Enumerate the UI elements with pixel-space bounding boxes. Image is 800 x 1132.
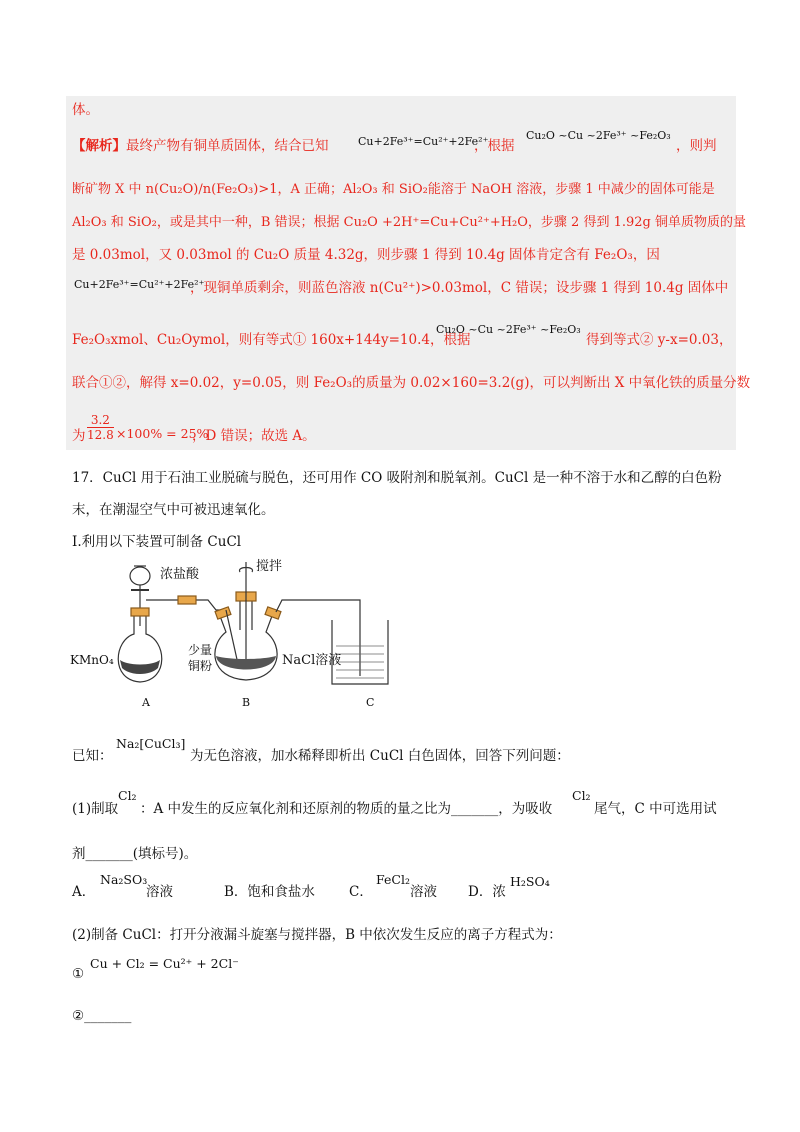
option-c-text: 溶液 bbox=[410, 884, 437, 900]
equation-cu-fe-2: Cu+2Fe³⁺=Cu²⁺+2Fe²⁺ bbox=[74, 278, 205, 291]
known-formula: Na₂[CuCl₃] bbox=[116, 736, 186, 751]
q17-line-2: 末，在潮湿空气中可被迅速氧化。 bbox=[72, 502, 275, 518]
reaction-1-label: ① bbox=[72, 966, 85, 982]
caption-a: A bbox=[142, 696, 150, 709]
caption-b: B bbox=[242, 696, 251, 709]
relation-cu2o-fe2o3: Cu₂O ~Cu ~2Fe³⁺ ~Fe₂O₃ bbox=[526, 129, 671, 142]
reaction-2: ②_______ bbox=[72, 1008, 132, 1024]
fraction-denominator: 12.8 bbox=[87, 428, 114, 442]
label-nacl: NaCl溶液 bbox=[282, 653, 342, 668]
option-a-text: 溶液 bbox=[146, 884, 173, 900]
analysis-line-7: 联合①②，解得 x=0.02，y=0.05，则 Fe₂O₃的质量为 0.02×160=3.2(g)，可以判断出 X 中氧化铁的质量分数 bbox=[72, 375, 751, 391]
separatory-funnel-bulb bbox=[130, 567, 150, 585]
q2-line: (2)制备 CuCl：打开分液漏斗旋塞与搅拌器，B 中依次发生反应的离子方程式为： bbox=[72, 927, 562, 943]
analysis-line-6b: 得到等式② y-x=0.03， bbox=[586, 332, 733, 348]
known-prefix: 已知： bbox=[72, 748, 113, 764]
option-b: B．饱和食盐水 bbox=[224, 884, 315, 900]
analysis-line-8b: ，D 错误；故选 A。 bbox=[192, 428, 316, 444]
label-hcl: 浓盐酸 bbox=[160, 567, 200, 582]
option-a-formula: Na₂SO₃ bbox=[100, 872, 148, 887]
option-a-label: A． bbox=[72, 884, 96, 900]
caption-c: C bbox=[366, 696, 375, 709]
analysis-line-5: ，现铜单质剩余，则蓝色溶液 n(Cu²⁺)>0.03mol，C 错误；设步骤 1 得到 10.4g 固体中 bbox=[190, 280, 729, 296]
analysis-line-6a: Fe₂O₃xmol、Cu₂Oymol，则有等式① 160x+144y=10.4，根据 bbox=[72, 332, 471, 348]
relation-cu2o-fe2o3-2: Cu₂O ~Cu ~2Fe³⁺ ~Fe₂O₃ bbox=[436, 323, 581, 336]
apparatus-diagram bbox=[70, 556, 410, 712]
q1-line-c: 尾气，C 中可选用试 bbox=[594, 801, 717, 817]
equation-cu-fe: Cu+2Fe³⁺=Cu²⁺+2Fe²⁺ bbox=[358, 135, 489, 148]
q1-line-d: 剂_______(填标号)。 bbox=[72, 846, 198, 862]
tube-joint bbox=[178, 596, 196, 604]
fraction-expression: ×100% = 25% bbox=[116, 426, 209, 441]
analysis-line-2: 断矿物 X 中 n(Cu₂O)/n(Fe₂O₃)>1，A 正确；Al₂O₃ 和 SiO₂能溶于 NaOH 溶液，步骤 1 中减少的固体可能是 bbox=[72, 182, 715, 197]
stopper-a bbox=[131, 608, 149, 616]
q1-line-b: ：A 中发生的反应氧化剂和还原剂的物质的量之比为_______，为吸收 bbox=[140, 801, 553, 817]
q17-line-1: 17．CuCl 用于石油工业脱硫与脱色，还可用作 CO 吸附剂和脱氧剂。CuCl 是一种不溶于水和乙醇的白色粉 bbox=[72, 470, 722, 486]
analysis-line-1b: ，根据 bbox=[474, 138, 515, 154]
label-stir: 搅拌 bbox=[256, 559, 283, 574]
stopper-b-left bbox=[215, 607, 231, 619]
analysis-line-0: 体。 bbox=[72, 102, 99, 118]
q1-cl2: Cl₂ bbox=[118, 788, 137, 803]
label-cu-2: 铜粉 bbox=[188, 659, 213, 673]
stopper-b-right bbox=[265, 607, 281, 619]
analysis-line-8a: 为 bbox=[72, 428, 86, 444]
reaction-1-equation: Cu + Cl₂ = Cu²⁺ + 2Cl⁻ bbox=[90, 956, 239, 971]
option-c-label: C． bbox=[349, 884, 373, 900]
q1-line-a: (1)制取 bbox=[72, 801, 119, 817]
analysis-line-1 bbox=[72, 140, 329, 154]
option-d-formula: H₂SO₄ bbox=[510, 874, 550, 889]
analysis-line-3: Al₂O₃ 和 SiO₂，或是其中一种，B 错误；根据 Cu₂O +2H⁺=Cu+Cu²⁺+H₂O，步骤 2 得到 1.92g 铜单质物质的量 bbox=[72, 215, 746, 230]
label-kmno4: KMnO₄ bbox=[70, 653, 114, 667]
known-text: 为无色溶液，加水稀释即析出 CuCl 白色固体，回答下列问题： bbox=[190, 748, 570, 764]
fraction bbox=[87, 413, 114, 442]
fraction-numerator: 3.2 bbox=[87, 413, 114, 428]
analysis-tag: 【解析】 bbox=[72, 138, 126, 154]
option-c-formula: FeCl₂ bbox=[376, 872, 410, 887]
option-d-label: D．浓 bbox=[468, 884, 506, 900]
label-cu-1: 少量 bbox=[188, 643, 213, 657]
analysis-line-1a: 最终产物有铜单质固体，结合已知 bbox=[126, 138, 329, 154]
analysis-line-1c: ，则判 bbox=[676, 138, 717, 154]
analysis-line-4: 是 0.03mol，又 0.03mol 的 Cu₂O 质量 4.32g，则步骤 1 得到 10.4g 固体肯定含有 Fe₂O₃，因 bbox=[72, 247, 660, 263]
part-1-title: Ⅰ.利用以下装置可制备 CuCl bbox=[72, 534, 242, 550]
q1-cl2-b: Cl₂ bbox=[572, 788, 591, 803]
